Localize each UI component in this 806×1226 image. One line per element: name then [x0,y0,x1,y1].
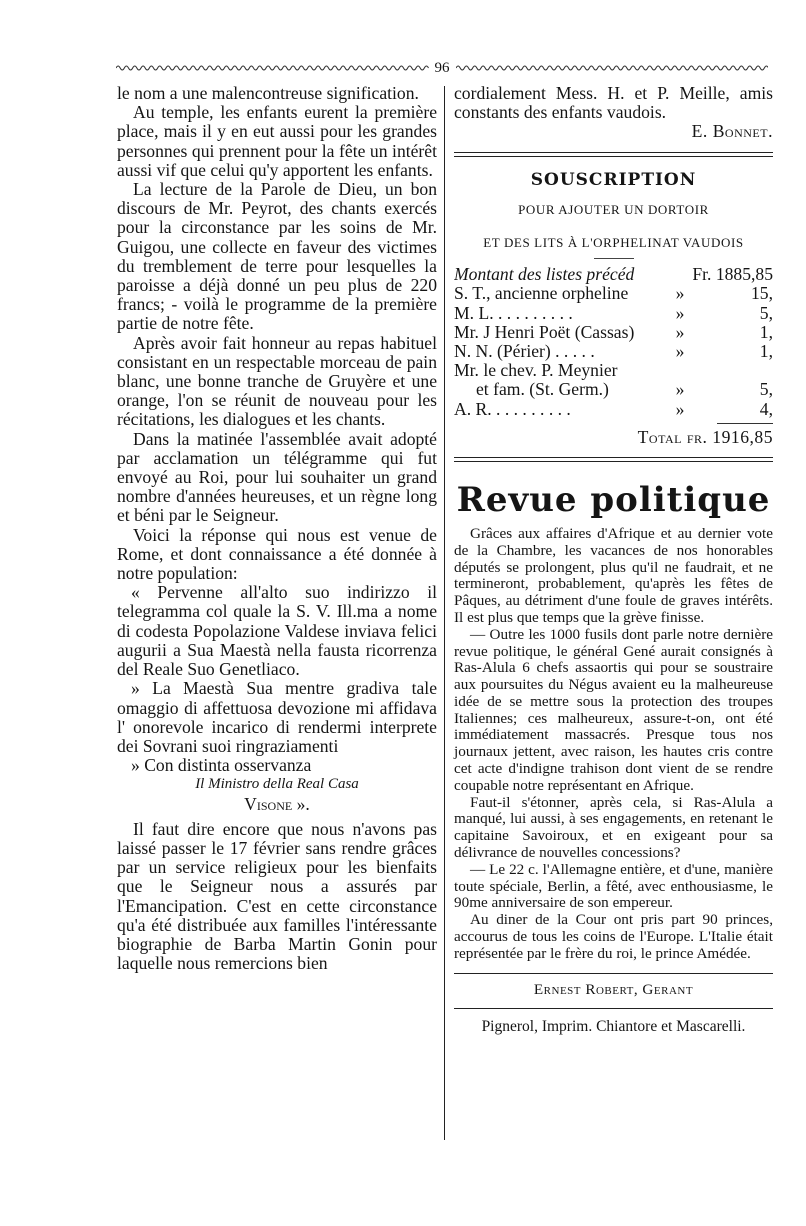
paragraph: — Le 22 c. l'Allemagne entière, et d'une, manière toute spéciale, Berlin, a fêté, avec enthousiasme, le 90me anniversaire de son empereur. [454,860,773,912]
list-item [454,400,773,419]
right-column [454,84,773,1037]
ditto-mark: » [675,398,685,419]
imprint-line: Pignerol, Imprim. Chiantore et Mascarelli. [481,1018,746,1036]
list-item [454,323,773,342]
souscription-total: Total fr. 1916,85 [637,426,773,447]
list-label: N. N. (Périer) . . . . . [454,341,595,361]
souscription-subtitle: POUR AJOUTER UN DORTOIR [518,201,709,217]
souscription-subtitle: ET DES LITS À L'ORPHELINAT VAUDOIS [483,235,744,251]
quote-paragraph: » La Maestà Sua mentre gradiva tale omaggio di affettuosa devozione mi affidava l' onorevole incarico di rendermi interprete dei Sovrani suoi ringraziamenti [117,678,437,756]
section-rule [454,152,773,157]
quote-signature-title: Il Ministro della Real Casa [195,776,359,793]
list-item [454,265,773,284]
list-item [454,342,773,361]
souscription-list [454,265,773,419]
total-rule [717,423,773,424]
paragraph: Dans la matinée l'assemblée avait adopté par acclamation un télégramme qui fut envoyé au Roi, pour lui souhaiter un grand nombre d'années heureuses, et un règne long et béni par le Seigneur. [117,428,437,526]
list-amount: 5, [759,302,773,323]
quote-paragraph: « Pervenne all'alto suo indirizzo il telegramma col quale la S. V. Ill.ma a nome di codesta Popolazione Valdese inviava felici augurii a Sua Maestà nella fausta ricorrenza del Reale Suo Genetliaco. [117,582,437,680]
page-number: 96 [434,59,450,76]
wavy-rule-left [116,64,429,72]
list-label: Mr. J Henri Poët (Cassas) [454,322,635,342]
paragraph: Faut-il s'étonner, après cela, si Ras-Alula a manqué, lui aussi, à ses engagements, en retenant le capitaine Savoiroux, et en exigeant pour sa délivrance de nouvelles concessions? [454,793,773,862]
list-item [454,304,773,323]
gerant-line: Ernest Robert, Gerant [533,980,694,998]
list-label: M. L. . . . . . . . . . [454,303,573,323]
paragraph: Après avoir fait honneur au repas habituel consistant en un respectable morceau de pain blanc, une bonne tranche de Gruyère et une orange, l'on se réunit de nouveau pour les récitations, les dialogues et les chants. [117,332,437,430]
list-item [454,361,773,380]
list-label: et fam. (St. Germ.) [476,380,609,400]
list-label: A. R. . . . . . . . . . [454,399,571,419]
list-label: Mr. le chev. P. Meynier [454,361,618,381]
list-amount: 15, [751,283,773,304]
paragraph: Grâces aux affaires d'Afrique et au dernier vote de la Chambre, les vacances de nos honorables députés se prolongent, plus qu'il ne faudrait, et ne termineront, probablement, qu'après les fêtes de Pâques, au détriment d'une foule de graves intérêts. Il est plus que temps que la grève finisse. [454,524,773,626]
paragraph: Au diner de la Cour ont pris part 90 princes, accourus de tous les coins de l'Europe. L'Italie était représentée par le frère du roi, le prince Amédée. [454,911,773,962]
column-divider [444,86,445,1140]
list-amount: 1, [759,340,773,361]
list-item [454,284,773,303]
quote-paragraph: » Con distinta osservanza [131,755,312,776]
letter-signature: E. Bonnet. [691,121,773,142]
list-amount: Fr. 1885,85 [692,264,773,285]
ditto-mark: » [675,283,685,304]
section-rule [454,457,773,462]
page-header [116,58,768,78]
list-item [454,380,773,399]
paragraph: Voici la réponse qui nous est venue de Rome, et dont connaissance a été donnée à notre population: [117,524,437,584]
footer-rule [454,1008,773,1009]
souscription-title: SOUSCRIPTION [530,169,697,190]
letter-end: cordialement Mess. H. et P. Meille, amis constants des enfants vaudois. [454,83,773,123]
revue-title: Revue politique [456,479,771,520]
footer-rule [454,973,773,974]
ditto-mark: » [675,340,685,361]
wavy-rule-right [456,64,769,72]
closing-paragraph: Il faut dire encore que nous n'avons pas laissé passer le 17 février sans rendre grâces par un service religieux pour les bienfaits que le Seigneur nous a assurés par l'Emancipation. C'est en cette circonstance qu'a été distribuée aux familles l'intéressante biographie de Barba Martin Gonin pour laquelle nous remercions bien [117,818,437,974]
paragraph: — Outre les 1000 fusils dont parle notre dernière revue politique, le général Gené aurait consignés à Ras-Alula 6 chefs assaortis qui pour se soustraire aux poursuites du Négus avaient eu la malheureuse idée de se mettre sous la protection des troupes Italiennes; ces malheureux, assure-t-on, ont été immédiatement massacrés. Presque tous nos journaux jettent, avec raison, les hautes cris contre cet acte d'indigne trahison dont vient de se rendre coupable notre représentant en Afrique. [454,625,773,794]
short-rule [594,258,634,259]
list-label: S. T., ancienne orpheline [454,284,629,304]
paragraph: le nom a une malencontreuse signification. [117,83,419,103]
quote-signature-name: Visone ». [244,793,310,814]
ditto-mark: » [675,379,685,400]
paragraph: Au temple, les enfants eurent la première place, mais il y en eut aussi pour les grandes personnes qui prennent pour la fête un intérêt aussi vif que celui qu'y apportent les enfants. [117,102,437,180]
list-amount: 4, [759,398,773,419]
list-label: Montant des listes précéd [454,265,635,285]
list-amount: 5, [759,379,773,400]
list-amount: 1, [759,321,773,342]
paragraph: La lecture de la Parole de Dieu, un bon discours de Mr. Peyrot, des chants exercés pour la circonstance par les soins de Mr. Guigou, une collecte en faveur des victimes du tremblement de terre pour lesquelles la paroisse a déjà donné un peu plus de 220 francs; - voilà le programme de la première partie de notre fête. [117,179,437,334]
revue-body [454,526,773,963]
left-column [117,84,437,973]
ditto-mark: » [675,302,685,323]
ditto-mark: » [675,321,685,342]
